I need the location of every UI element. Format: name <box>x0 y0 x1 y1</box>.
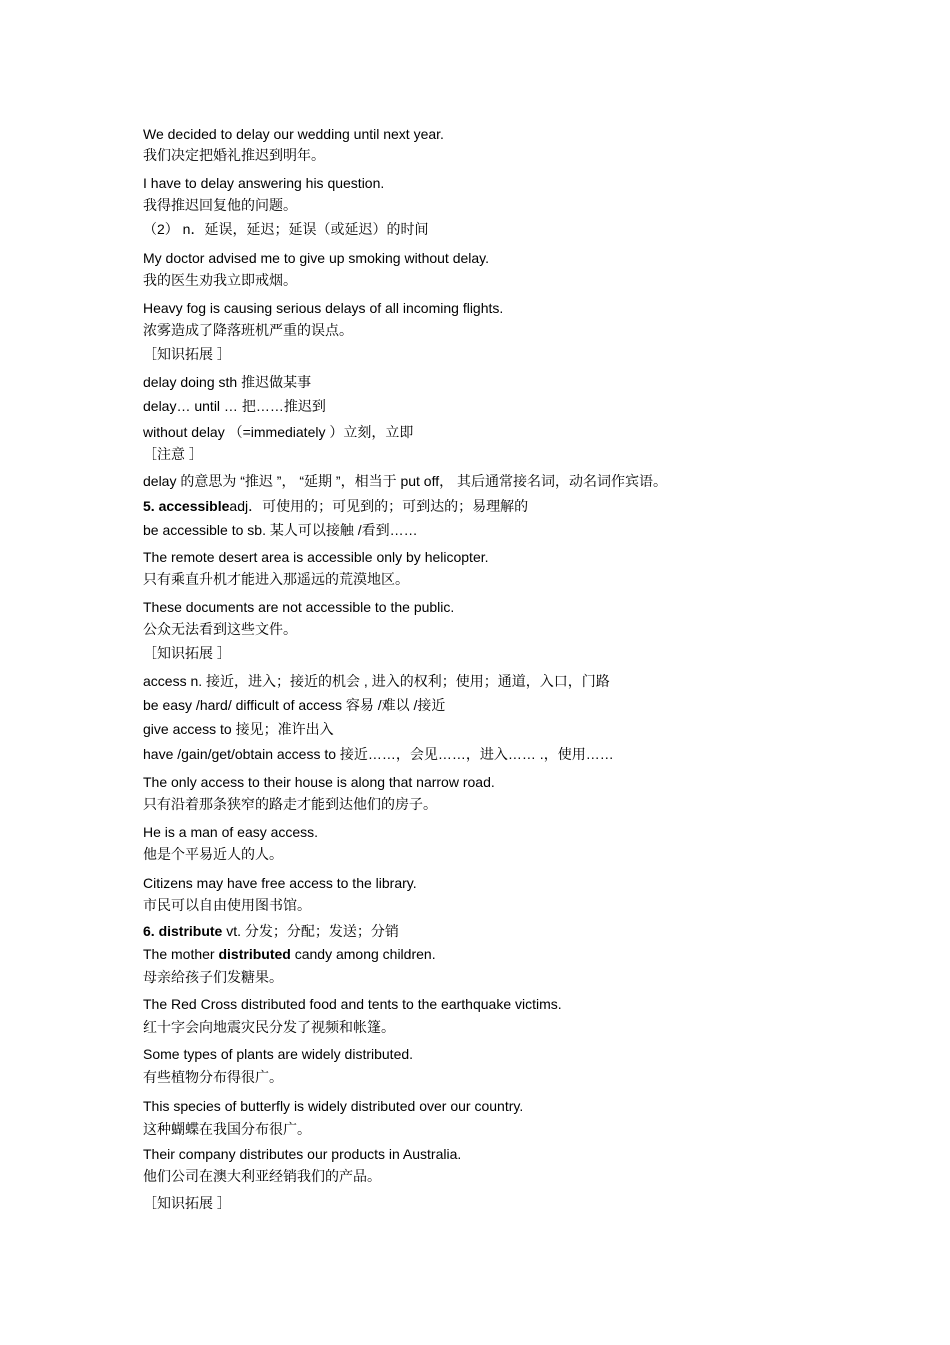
line-text: I have to delay answering his question. <box>143 175 385 191</box>
text-line <box>143 497 528 515</box>
text-line <box>143 174 384 192</box>
text-line <box>143 945 436 963</box>
text-line <box>143 896 311 914</box>
line-text: delay… until … 把……推迟到 <box>143 398 326 414</box>
line-text: These documents are not accessible to the public. <box>143 599 455 615</box>
line-text: vt. 分发；分配；发送；分销 <box>222 923 399 939</box>
text-line <box>143 620 297 638</box>
line-text: 红十字会向地震灾民分发了视频和帐篷。 <box>143 1019 395 1035</box>
line-text: Some types of plants are widely distributed. <box>143 1046 414 1062</box>
text-line <box>143 321 353 339</box>
text-line <box>143 922 399 940</box>
line-text: He is a man of easy access. <box>143 824 319 840</box>
line-text: 公众无法看到这些文件。 <box>143 621 297 637</box>
text-line <box>143 1145 461 1163</box>
line-text: access n. 接近，进入；接近的机会 , 进入的权利；使用；通道，入口，门路 <box>143 673 610 689</box>
line-text: The remote desert area is accessible only by helicopter. <box>143 549 489 565</box>
text-line <box>143 644 231 662</box>
line-text: ［知识拓展 ］ <box>143 346 231 362</box>
text-line <box>143 373 311 391</box>
text-line <box>143 423 413 441</box>
text-line <box>143 1120 311 1138</box>
line-text: The only access to their house is along that narrow road. <box>143 774 495 790</box>
line-text: 他们公司在澳大利亚经销我们的产品。 <box>143 1168 381 1184</box>
text-line <box>143 745 614 763</box>
line-text: Their company distributes our products in Australia. <box>143 1146 462 1162</box>
text-line <box>143 1167 381 1185</box>
line-text: be accessible to sb. 某人可以接触 /看到…… <box>143 522 418 538</box>
text-line <box>143 548 489 566</box>
line-text: My doctor advised me to give up smoking without delay. <box>143 250 490 266</box>
line-text: candy among children. <box>290 946 436 962</box>
line-text: be easy /hard/ difficult of access 容易 /难以 /接近 <box>143 697 446 713</box>
text-line <box>143 397 326 415</box>
line-text: 这种蝴蝶在我国分布很广。 <box>143 1121 311 1137</box>
text-line <box>143 696 445 714</box>
text-line <box>143 795 437 813</box>
text-line <box>143 472 667 490</box>
line-text: delay 的意思为 “推迟 ”， “延期 ”，相当于 put off， 其后通常接名词，动名词作宾语。 <box>143 473 668 489</box>
bold-term: 5. accessible <box>143 498 230 514</box>
text-line <box>143 445 203 463</box>
line-text: 浓雾造成了降落班机严重的误点。 <box>143 322 353 338</box>
bold-term: distributed <box>218 946 291 962</box>
line-text: 我得推迟回复他的问题。 <box>143 197 297 213</box>
text-line <box>143 1045 413 1063</box>
line-text: give access to 接见；准许出入 <box>143 721 334 737</box>
text-line <box>143 125 444 143</box>
text-line <box>143 196 297 214</box>
text-line <box>143 345 231 363</box>
line-text: 只有乘直升机才能进入那遥远的荒漠地区。 <box>143 571 409 587</box>
line-text: ［知识拓展 ］ <box>143 645 231 661</box>
line-text: Citizens may have free access to the library. <box>143 875 417 891</box>
line-text: 我的医生劝我立即戒烟。 <box>143 272 297 288</box>
line-text: 母亲给孩子们发糖果。 <box>143 969 283 985</box>
text-line <box>143 968 283 986</box>
line-text: without delay （=immediately ）立刻，立即 <box>143 424 414 440</box>
text-line <box>143 995 562 1013</box>
text-line <box>143 1018 395 1036</box>
text-line <box>143 570 409 588</box>
line-text: The mother <box>143 946 219 962</box>
bold-term: 6. distribute <box>143 923 223 939</box>
line-text: ［注意 ］ <box>143 446 203 462</box>
line-text: 市民可以自由使用图书馆。 <box>143 897 311 913</box>
text-line <box>143 1194 231 1212</box>
line-text: have /gain/get/obtain access to 接近……，会见……，进入…… .，使用…… <box>143 746 614 762</box>
text-line <box>143 598 454 616</box>
line-text: （2） n．延误，延迟；延误（或延迟）的时间 <box>143 221 429 237</box>
text-line <box>143 1097 523 1115</box>
text-line <box>143 1068 283 1086</box>
text-line <box>143 249 489 267</box>
line-text: The Red Cross distributed food and tents to the earthquake victims. <box>143 996 562 1012</box>
line-text: Heavy fog is causing serious delays of all incoming flights. <box>143 300 504 316</box>
line-text: adj．可使用的；可见到的；可到达的；易理解的 <box>229 498 529 514</box>
line-text: We decided to delay our wedding until next year. <box>143 126 444 142</box>
text-line <box>143 720 334 738</box>
text-line <box>143 146 325 164</box>
text-line <box>143 823 318 841</box>
text-line <box>143 773 495 791</box>
text-line <box>143 271 297 289</box>
line-text: 我们决定把婚礼推迟到明年。 <box>143 147 325 163</box>
line-text: ［知识拓展 ］ <box>143 1195 231 1211</box>
line-text: This species of butterfly is widely distributed over our country. <box>143 1098 524 1114</box>
text-line <box>143 220 428 238</box>
text-line <box>143 672 610 690</box>
line-text: delay doing sth 推迟做某事 <box>143 374 312 390</box>
text-line <box>143 874 417 892</box>
text-line <box>143 299 503 317</box>
text-line <box>143 521 418 539</box>
text-line <box>143 845 283 863</box>
line-text: 他是个平易近人的人。 <box>143 846 283 862</box>
line-text: 只有沿着那条狭窄的路走才能到达他们的房子。 <box>143 796 437 812</box>
line-text: 有些植物分布得很广。 <box>143 1069 283 1085</box>
